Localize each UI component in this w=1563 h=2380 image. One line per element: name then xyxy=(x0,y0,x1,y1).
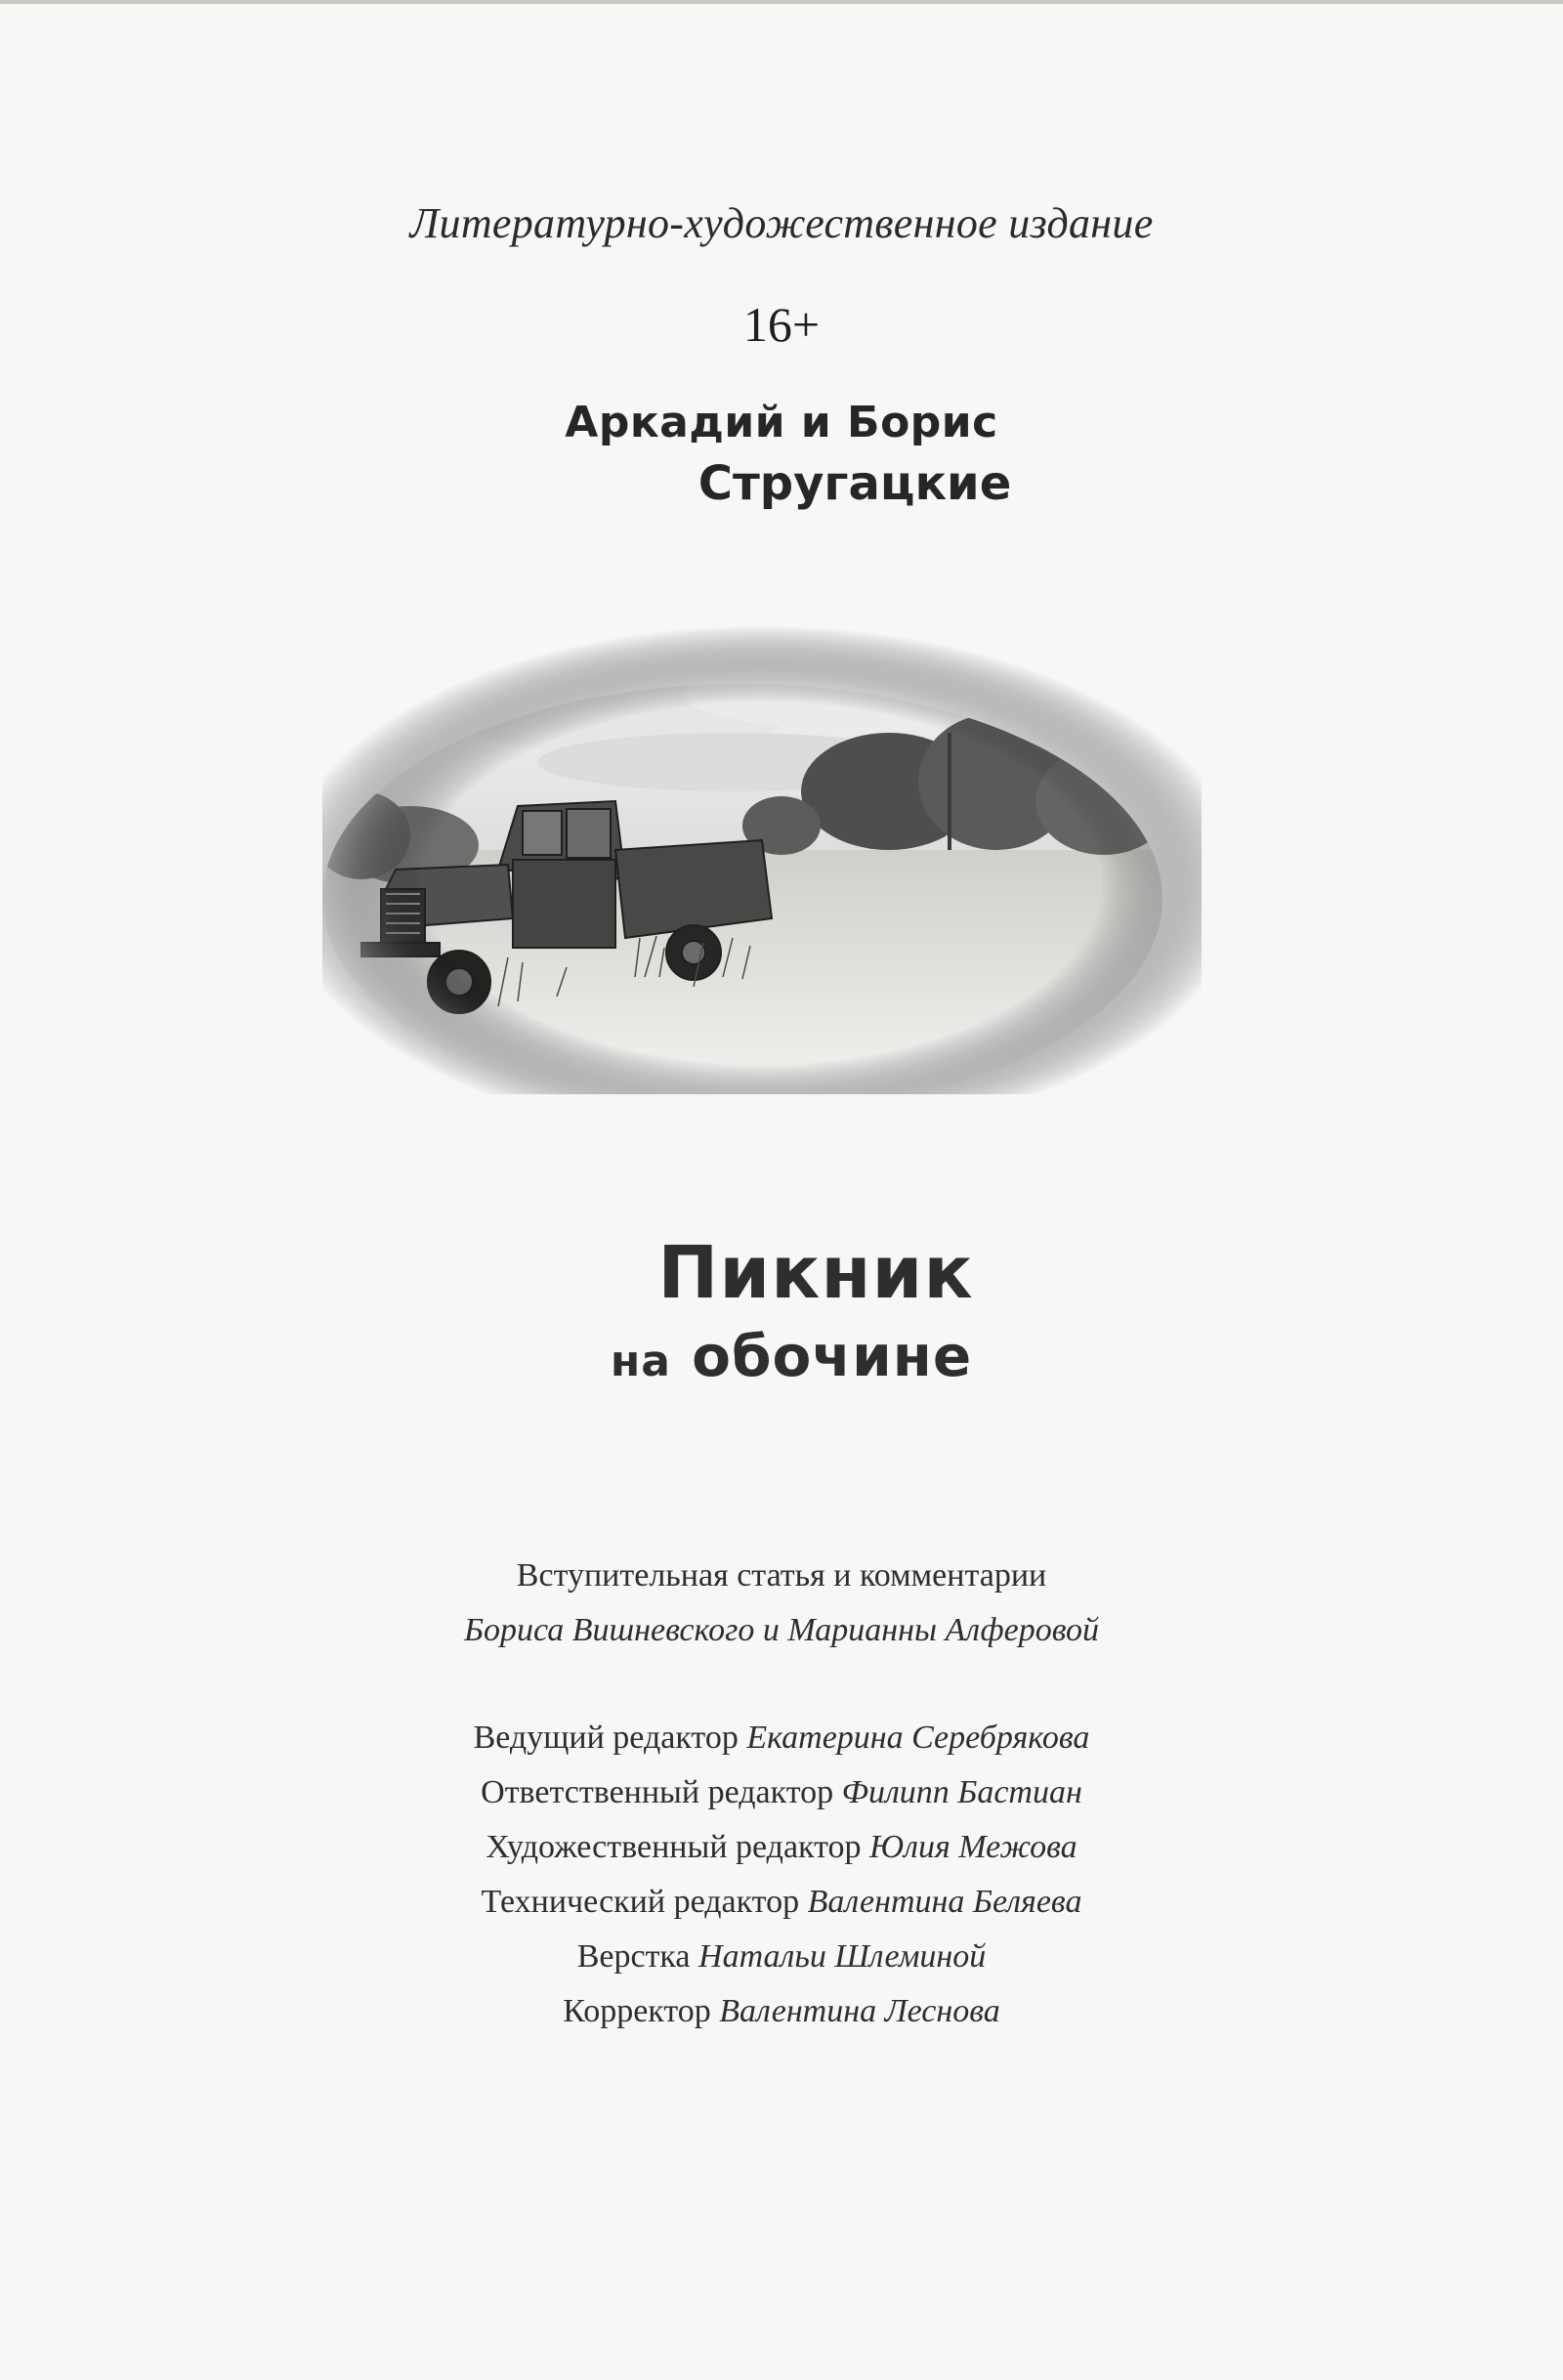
page-top-edge xyxy=(0,0,1563,4)
book-title-line1: Пикник xyxy=(657,1231,974,1315)
authors-first-names: Аркадий и Борис xyxy=(565,398,998,447)
credit-line-lead-editor xyxy=(0,1711,1563,1765)
credit-role: Ответственный редактор xyxy=(481,1774,834,1810)
credit-name: Екатерина Серебрякова xyxy=(746,1720,1090,1756)
edition-type: Литературно-художественное издание xyxy=(409,199,1154,247)
book-title xyxy=(0,1231,1563,1389)
credit-line-responsible-editor xyxy=(0,1765,1563,1820)
abandoned-truck-illustration xyxy=(322,625,1202,1094)
credit-role: Корректор xyxy=(563,1993,711,2029)
intro-authors: Бориса Вишневского и Марианны Алферовой xyxy=(463,1612,1100,1648)
age-rating: 16+ xyxy=(742,297,821,352)
credit-name: Юлия Межова xyxy=(869,1829,1077,1865)
credits-block xyxy=(0,1549,1563,2039)
credit-role: Верстка xyxy=(576,1938,691,1975)
book-title-main-word: обочине xyxy=(692,1323,973,1389)
book-title-preposition: на xyxy=(610,1337,671,1386)
credit-name: Натальи Шлеминой xyxy=(698,1938,987,1975)
credit-name: Валентина Леснова xyxy=(719,1993,1000,2029)
credit-line-proofreader xyxy=(0,1984,1563,2039)
authors-surname: Стругацкие xyxy=(697,456,1012,511)
credit-line-art-editor xyxy=(0,1820,1563,1875)
credit-name: Филипп Бастиан xyxy=(841,1774,1082,1810)
credit-role: Художественный редактор xyxy=(486,1829,862,1865)
credit-name: Валентина Беляева xyxy=(807,1884,1082,1920)
credit-role: Ведущий редактор xyxy=(473,1720,739,1756)
authors xyxy=(0,393,1563,514)
intro-label: Вступительная статья и комментарии xyxy=(516,1557,1047,1594)
credit-role: Технический редактор xyxy=(481,1884,800,1920)
credit-line-technical-editor xyxy=(0,1875,1563,1930)
credit-line-layout xyxy=(0,1930,1563,1984)
book-title-line2 xyxy=(20,1323,1563,1389)
